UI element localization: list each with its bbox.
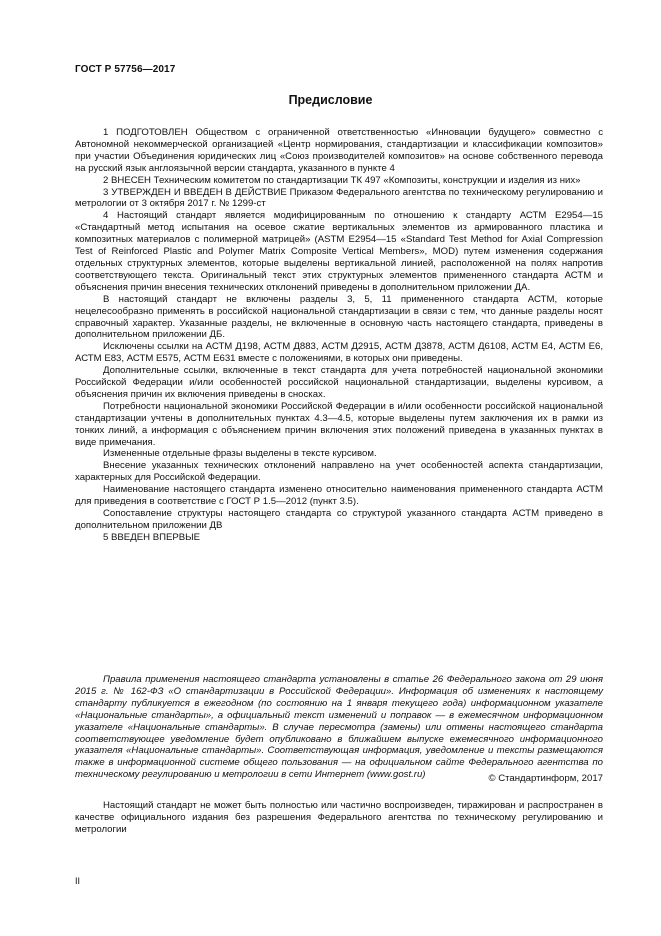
paragraph: 2 ВНЕСЕН Техническим комитетом по стандартизации ТК 497 «Композиты, конструкции и изделия из них» bbox=[103, 174, 581, 186]
paragraph: В настоящий стандарт не включены разделы 3, 5, 11 примененного стандарта АСТМ, которые нецелесообразно применять в российской национальной стандартизации в связи с тем, что данные разделы носят справочный характер. Указанные разделы, не включенные в основную часть настоящего стандарта, приведены в дополнительном приложении ДБ. bbox=[75, 293, 603, 341]
paragraph: Сопоставление структуры настоящего стандарта со структурой указанного стандарта АСТМ приведено в дополнительном приложении ДВ bbox=[75, 508, 603, 531]
paragraph: Дополнительные ссылки, включенные в текст стандарта для учета потребностей национальной экономики Российской Федерации и/или особенностей российской национальной стандартизации, выделены курсивом, а объяснения причин их включения приведены в сносках. bbox=[75, 365, 603, 400]
paragraph: Исключены ссылки на АСТМ Д198, АСТМ Д883, АСТМ Д2915, АСТМ Д3878, АСТМ Д6108, АСТМ Е4, АСТМ Е6, АСТМ Е83, АСТМ Е575, АСТМ Е631 вместе с положениями, в которых они приведены. bbox=[75, 341, 603, 365]
paragraph: 3 УТВЕРЖДЕН И ВВЕДЕН В ДЕЙСТВИЕ Приказом Федерального агентства по техническому регулированию и метрологии от 3 октября 2017 г. № 1299-ст bbox=[75, 186, 603, 210]
page-title: Предисловие bbox=[288, 93, 373, 107]
rights-text: Настоящий стандарт не может быть полностью или частично воспроизведен, тиражирован и распространен в качестве официального издания без разрешения Федерального агентства по техническому регулированию и метрологии bbox=[75, 800, 603, 835]
paragraph: 5 ВВЕДЕН ВПЕРВЫЕ bbox=[103, 531, 201, 543]
paragraph: 1 ПОДГОТОВЛЕН Обществом с ограниченной ответственностью «Инновации будущего» совместно с Автономной некоммерческой организацией «Центр нормирования, стандартизации и классификации композитов» при участии Объединения юридических лиц «Союз производителей композитов» на основе собственного перевода на русский язык англоязычной версии стандарта, указанного в пункте 4 bbox=[75, 127, 603, 174]
paragraph: Наименование настоящего стандарта изменено относительно наименования примененного стандарта АСТМ для приведения в соответствие с ГОСТ Р 1.5—2012 (пункт 3.5). bbox=[75, 484, 603, 508]
foreword-body bbox=[75, 127, 603, 544]
notice-text: Правила применения настоящего стандарта установлены в статье 26 Федерального закона от 29 июня 2015 г. № 162-ФЗ «О стандартизации в Российской Федерации». Информация об изменениях к настоящему стандарту публикуется в ежегодном (по состоянию на 1 января текущего года) информационном указателе «Национальные стандарты», а официальный текст изменений и поправок — в ежемесячном информационном указателе «Национальные стандарты». В случае пересмотра (замены) или отмены настоящего стандарта соответствующее уведомление будет опубликовано в ближайшем выпуске ежемесячного информационного указателя «Национальные стандарты». Соответствующая информация, уведомление и тексты размещаются также в информационной системе общего пользования — на официальном сайте Федерального агентства по техническому регулированию и метрологии в сети Интернет (www.gost.ru) bbox=[75, 674, 603, 781]
paragraph: Потребности национальной экономики Российской Федерации в и/или особенности российской национальной стандартизации учтены в дополнительных пунктах 4.3—4.5, которые выделены путем заключения их в рамки из тонких линий, а информация с объяснением причин включения этих положений приведена в указанных пунктах в виде примечания. bbox=[75, 400, 603, 448]
application-rules-notice bbox=[75, 674, 603, 781]
document-header-id: ГОСТ Р 57756—2017 bbox=[75, 64, 176, 75]
paragraph: 4 Настоящий стандарт является модифицированным по отношению к стандарту АСТМ Е2954—15 «Стандартный метод испытания на осевое сжатие вертикальных элементов из армированного пластика и композитных материалов с полимерной матрицей» (ASTM E2954—15 «Standard Test Method for Axial Compression Test of Reinforced Plastic and Polymer Matrix Composite Vertical Members», MOD) путем изменения содержания отдельных структурных элементов, которые выделены вертикальной линией, расположенной на полях напротив соответствующего текста. Оригинальный текст этих структурных элементов примененного стандарта АСТМ и объяснения причин внесения технических отклонений приведены в дополнительном приложении ДА. bbox=[75, 210, 603, 293]
copyright: © Стандартинформ, 2017 bbox=[488, 773, 603, 784]
paragraph: Внесение указанных технических отклонений направлено на учет особенностей аспекта стандартизации, характерных для Российской Федерации. bbox=[75, 460, 603, 484]
paragraph: Измененные отдельные фразы выделены в тексте курсивом. bbox=[103, 448, 377, 460]
page-number: II bbox=[75, 876, 81, 886]
reproduction-rights bbox=[75, 800, 603, 836]
